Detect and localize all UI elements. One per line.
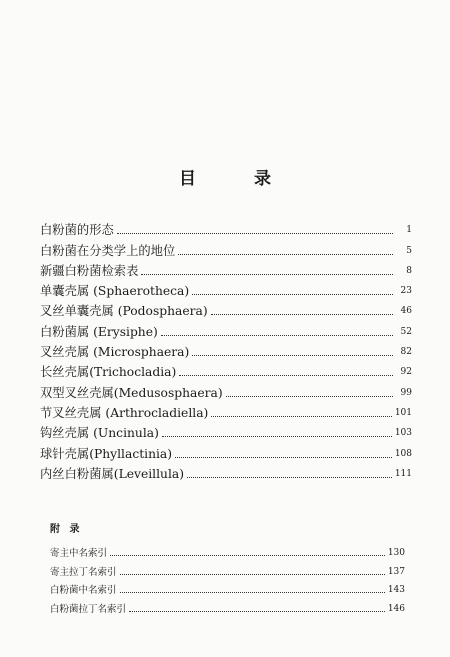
appendix-title: 附 录 bbox=[50, 524, 83, 535]
appendix-entry[interactable] bbox=[50, 559, 405, 577]
leader-dots bbox=[211, 314, 393, 315]
leader-dots bbox=[120, 574, 385, 575]
toc-entry[interactable] bbox=[40, 217, 412, 237]
leader-dots bbox=[161, 335, 393, 336]
leader-dots bbox=[162, 436, 392, 437]
toc-entry[interactable] bbox=[40, 359, 412, 379]
toc-entry-label: 叉丝壳属 (Microsphaera) bbox=[40, 345, 190, 360]
leader-dots bbox=[110, 555, 385, 556]
leader-dots bbox=[117, 233, 393, 234]
toc-entry-page: 103 bbox=[394, 428, 412, 439]
toc-entry[interactable] bbox=[40, 298, 412, 318]
leader-dots bbox=[192, 294, 393, 295]
toc-entry-label: 钩丝壳属 (Uncinula) bbox=[40, 426, 159, 441]
toc-entry[interactable] bbox=[40, 258, 412, 278]
toc-entry-page: 101 bbox=[394, 407, 412, 418]
toc-entry-page: 99 bbox=[400, 387, 412, 398]
leader-dots bbox=[187, 477, 392, 478]
toc-entry-page: 52 bbox=[400, 326, 412, 337]
appendix-entry-page: 137 bbox=[387, 566, 405, 577]
leader-dots bbox=[120, 592, 385, 593]
appendix-entry-page: 143 bbox=[387, 585, 405, 596]
toc-entry[interactable] bbox=[40, 318, 412, 338]
toc-entry-label: 内丝白粉菌属(Leveillula) bbox=[40, 466, 185, 481]
appendix-entry[interactable] bbox=[50, 596, 405, 614]
leader-dots bbox=[192, 355, 393, 356]
toc-entry[interactable] bbox=[40, 339, 412, 359]
appendix-entry[interactable] bbox=[50, 578, 405, 596]
toc-entry[interactable] bbox=[40, 379, 412, 399]
appendix-entry-label: 寄主中名索引 bbox=[50, 548, 108, 560]
toc-entry-label: 双型叉丝壳属(Medusosphaera) bbox=[40, 385, 223, 400]
appendix-list bbox=[50, 541, 405, 615]
toc-entry-page: 108 bbox=[394, 448, 412, 459]
appendix-entry[interactable] bbox=[50, 541, 405, 559]
appendix-entry-label: 寄主拉丁名索引 bbox=[50, 566, 117, 578]
toc-entry[interactable] bbox=[40, 278, 412, 298]
leader-dots bbox=[211, 416, 391, 417]
toc-entry-label: 球针壳属(Phyllactinia) bbox=[40, 446, 173, 461]
page-title: 目 录 bbox=[179, 169, 297, 189]
toc-entry[interactable] bbox=[40, 400, 412, 420]
toc-entry-label: 白粉菌的形态 bbox=[40, 223, 114, 238]
toc-entry-page: 5 bbox=[406, 245, 412, 256]
toc-entry-page: 1 bbox=[406, 225, 412, 236]
leader-dots bbox=[179, 375, 393, 376]
toc-entry-page: 111 bbox=[394, 468, 412, 479]
toc-entry-page: 82 bbox=[400, 347, 412, 358]
table-of-contents bbox=[40, 217, 412, 481]
appendix-entry-page: 130 bbox=[387, 548, 405, 559]
toc-entry-label: 单囊壳属 (Sphaerotheca) bbox=[40, 284, 190, 299]
toc-entry-label: 叉丝单囊壳属 (Podosphaera) bbox=[40, 304, 208, 319]
toc-entry-label: 新疆白粉菌检索表 bbox=[40, 263, 139, 278]
toc-entry-label: 白粉菌属 (Erysiphe) bbox=[40, 324, 158, 339]
leader-dots bbox=[226, 396, 393, 397]
toc-entry[interactable] bbox=[40, 237, 412, 257]
appendix-entry-label: 白粉菌拉丁名索引 bbox=[50, 603, 127, 615]
leader-dots bbox=[129, 611, 385, 612]
leader-dots bbox=[175, 457, 392, 458]
toc-entry[interactable] bbox=[40, 440, 412, 460]
toc-entry[interactable] bbox=[40, 420, 412, 440]
toc-entry-page: 8 bbox=[406, 265, 412, 276]
toc-entry-page: 46 bbox=[400, 306, 412, 317]
leader-dots bbox=[178, 254, 393, 255]
appendix-entry-label: 白粉菌中名索引 bbox=[50, 585, 117, 597]
toc-entry[interactable] bbox=[40, 461, 412, 481]
toc-entry-page: 23 bbox=[400, 286, 412, 297]
leader-dots bbox=[141, 274, 393, 275]
toc-entry-label: 节叉丝壳属 (Arthrocladiella) bbox=[40, 405, 209, 420]
toc-entry-label: 长丝壳属(Trichocladia) bbox=[40, 365, 177, 380]
toc-entry-page: 92 bbox=[400, 367, 412, 378]
toc-entry-label: 白粉菌在分类学上的地位 bbox=[40, 243, 176, 258]
appendix-entry-page: 146 bbox=[387, 603, 405, 614]
